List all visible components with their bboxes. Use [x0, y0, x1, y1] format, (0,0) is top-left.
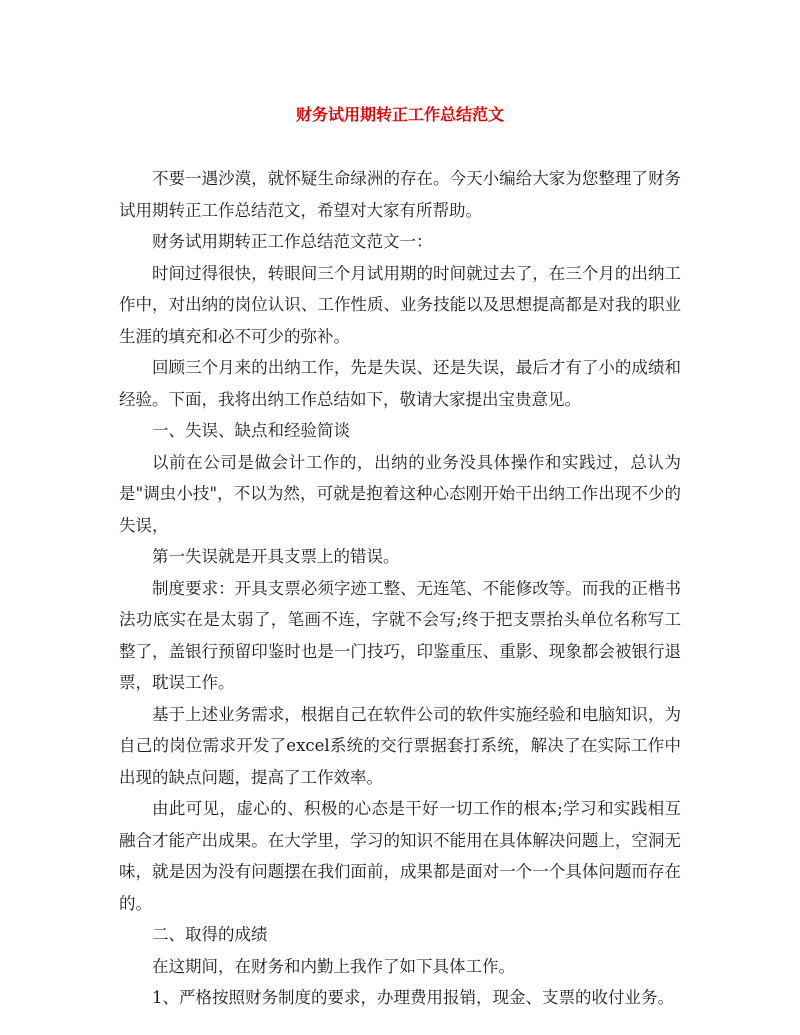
paragraph: 基于上述业务需求，根据自己在软件公司的软件实施经验和电脑知识，为自己的岗位需求开发了excel系统的交行票据套打系统，解决了在实际工作中出现的缺点问题，提高了工作效率。 — [119, 704, 681, 787]
paragraph: 以前在公司是做会计工作的，出纳的业务没具体操作和实践过，总认为是"调虫小技"，不以为然，可就是抱着这种心态刚开始干出纳工作出现不少的失误， — [119, 452, 681, 535]
list-item: 1、严格按照财务制度的要求，办理费用报销，现金、支票的收付业务。 — [152, 988, 674, 1007]
paragraph: 第一失误就是开具支票上的错误。 — [152, 547, 400, 566]
paragraph: 不要一遇沙漠，就怀疑生命绿洲的存在。今天小编给大家为您整理了财务试用期转正工作总结范文，希望对大家有所帮助。 — [119, 169, 681, 220]
paragraph: 财务试用期转正工作总结范文范文一： — [152, 232, 433, 251]
paragraph: 在这期间，在财务和内勤上我作了如下具体工作。 — [152, 956, 515, 976]
section-heading: 一、失误、缺点和经验简谈 — [152, 421, 350, 440]
paragraph: 时间过得很快，转眼间三个月试用期的时间就过去了，在三个月的出纳工作中，对出纳的岗位认识、工作性质、业务技能以及思想提高都是对我的职业生涯的填充和必不可少的弥补。 — [119, 263, 681, 346]
paragraph: 制度要求：开具支票必须字迹工整、无连笔、不能修改等。而我的正楷书法功底实在是太弱了，笔画不连，字就不会写;终于把支票抬头单位名称写工整了，盖银行预留印鉴时也是一门技巧，印鉴重压、重影、现象都会被银行退票，耽误工作。 — [119, 578, 681, 692]
document-title: 财务试用期转正工作总结范文 — [295, 105, 504, 124]
section-heading: 二、取得的成绩 — [152, 925, 268, 944]
paragraph: 由此可见，虚心的、积极的心态是干好一切工作的根本;学习和实践相互融合才能产出成果。在大学里，学习的知识不能用在具体解决问题上，空洞无味，就是因为没有问题摆在我们面前，成果都是面对一个一个具体问题而存在的。 — [119, 799, 681, 913]
paragraph: 回顾三个月来的出纳工作，先是失误、还是失误，最后才有了小的成绩和经验。下面，我将出纳工作总结如下，敬请大家提出宝贵意见。 — [119, 358, 681, 409]
document-body — [119, 163, 681, 1014]
